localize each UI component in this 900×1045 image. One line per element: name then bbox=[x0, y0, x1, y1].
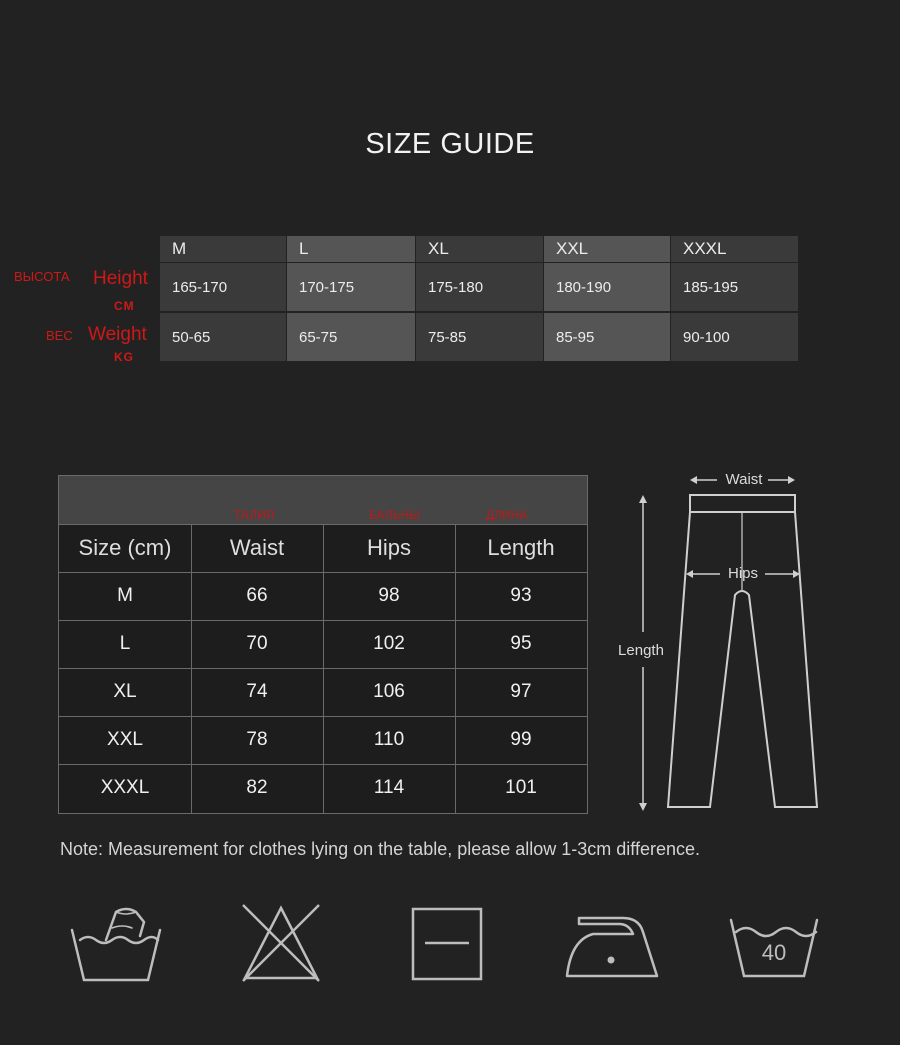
table-cell: M bbox=[117, 585, 133, 606]
table-cell: 74 bbox=[246, 681, 268, 702]
table-cell: 82 bbox=[246, 777, 268, 798]
measurement-note: Note: Measurement for clothes lying on the table, please allow 1-3cm difference. bbox=[60, 839, 701, 859]
table-cell: 106 bbox=[373, 681, 405, 702]
table-cell: 85-95 bbox=[544, 313, 670, 361]
grid-line bbox=[59, 668, 587, 669]
table-cell: 78 bbox=[246, 729, 268, 750]
table-cell: 95 bbox=[510, 633, 532, 654]
iron-low-icon bbox=[563, 906, 663, 982]
table-cell: XXL bbox=[107, 729, 143, 750]
grid-line bbox=[59, 716, 587, 717]
table-cell: 50-65 bbox=[160, 313, 286, 361]
hand-wash-icon bbox=[66, 900, 166, 990]
russian-label-hips: БАЛЬНЫ bbox=[369, 508, 420, 522]
hips-diagram-label: Hips bbox=[727, 565, 759, 582]
table-cell: 70 bbox=[246, 633, 268, 654]
table-cell: 170-175 bbox=[287, 263, 415, 311]
grid-line bbox=[59, 620, 587, 621]
dry-flat-icon bbox=[410, 906, 484, 982]
column-header: XXXL bbox=[671, 236, 798, 262]
length-diagram-label: Length bbox=[618, 642, 664, 659]
russian-label-length: ДЛИНА bbox=[486, 508, 528, 522]
table-cell: 180-190 bbox=[544, 263, 670, 311]
table-cell: 165-170 bbox=[160, 263, 286, 311]
size-measurement-table bbox=[58, 475, 588, 814]
table-cell: 98 bbox=[378, 585, 400, 606]
table-cell: 65-75 bbox=[287, 313, 415, 361]
table-cell: 97 bbox=[510, 681, 532, 702]
table-cell: 185-195 bbox=[671, 263, 798, 311]
table-cell: 101 bbox=[505, 777, 537, 798]
waistband-outline bbox=[690, 495, 795, 512]
iron-dot bbox=[608, 957, 615, 964]
header-hips: Hips bbox=[366, 535, 411, 560]
table-cell: 175-180 bbox=[416, 263, 543, 311]
grid-line bbox=[59, 572, 587, 573]
table-cell: L bbox=[119, 633, 131, 654]
row-label-weight: Weight bbox=[88, 324, 147, 345]
table-cell: 99 bbox=[510, 729, 532, 750]
pants-measurement-diagram bbox=[605, 462, 845, 822]
grid-line bbox=[59, 524, 587, 525]
page-title: SIZE GUIDE bbox=[365, 128, 535, 160]
table-cell: XL bbox=[113, 681, 137, 702]
column-header: L bbox=[287, 236, 415, 262]
table-cell: XXXL bbox=[100, 777, 150, 798]
russian-label-waist: ТАЛИЯ bbox=[234, 508, 275, 522]
table-cell: 102 bbox=[373, 633, 405, 654]
do-not-bleach-icon bbox=[240, 902, 322, 984]
column-header: M bbox=[160, 236, 286, 262]
header-size: Size (cm) bbox=[78, 535, 172, 560]
row-label-ru-weight: ВЕС bbox=[46, 328, 73, 343]
column-header: XL bbox=[416, 236, 543, 262]
row-label-ru-height: ВЫСОТА bbox=[14, 269, 70, 284]
table-cell: 114 bbox=[373, 777, 405, 798]
grid-line bbox=[59, 764, 587, 765]
table-cell: 110 bbox=[373, 729, 405, 750]
waist-diagram-label: Waist bbox=[725, 471, 763, 488]
table-cell: 66 bbox=[246, 585, 268, 606]
column-header: XXL bbox=[544, 236, 670, 262]
wash-40-icon bbox=[726, 910, 822, 980]
row-unit-kg: KG bbox=[114, 350, 134, 364]
row-unit-cm: CM bbox=[114, 299, 135, 313]
header-waist: Waist bbox=[229, 535, 285, 560]
table-cell: 90-100 bbox=[671, 313, 798, 361]
row-label-height: Height bbox=[93, 268, 148, 289]
header-length: Length bbox=[487, 535, 555, 560]
wash-temperature: 40 bbox=[761, 940, 787, 965]
table-cell: 93 bbox=[510, 585, 532, 606]
table-cell: 75-85 bbox=[416, 313, 543, 361]
